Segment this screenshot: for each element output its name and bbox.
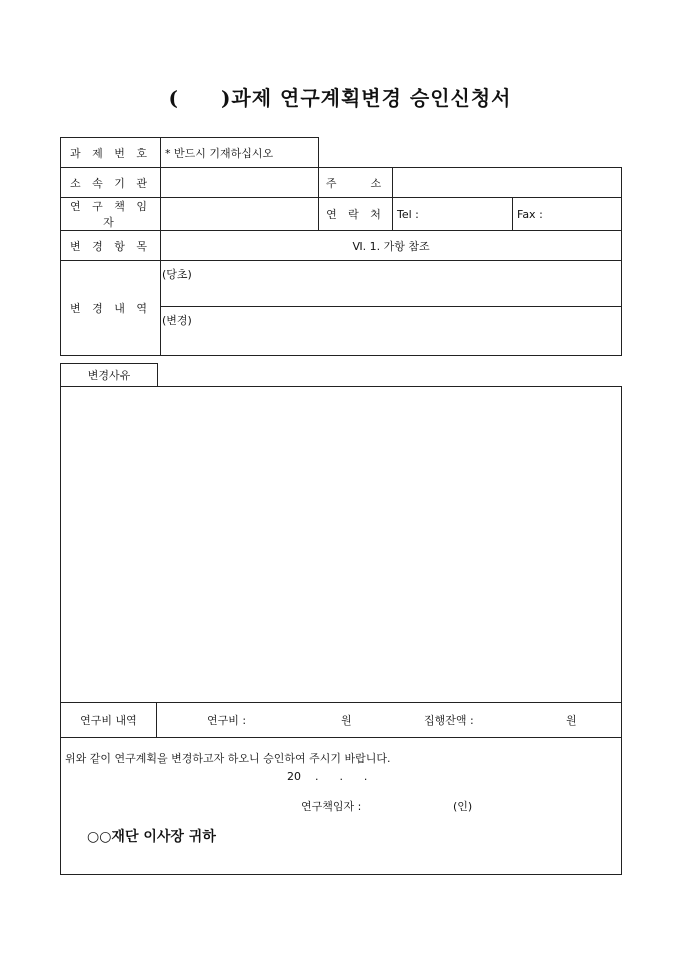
request-section [61,737,621,875]
change-item-value: Ⅵ. 1. 가항 참조 [161,231,622,261]
table-row [61,261,622,307]
reason-box [60,386,622,875]
tel-field[interactable]: Tel : [393,198,513,231]
original-label: (당초) [162,268,192,281]
info-table [60,137,622,356]
table-row [61,198,622,231]
document-title [0,82,680,111]
pi-sign-label: 연구책임자 : [301,800,362,813]
affiliation-field[interactable] [161,168,319,198]
request-statement: 위와 같이 연구계획을 변경하고자 하오니 승인하여 주시기 바랍니다. [65,752,391,765]
balance-label: 집행잔액 : [424,714,474,727]
balance-unit: 원 [566,714,577,727]
fax-field[interactable]: Fax : [513,198,622,231]
title-open-paren: ( [168,86,179,110]
contact-label: 연 락 처 [319,198,393,231]
budget-unit: 원 [341,714,352,727]
change-item-label: 변 경 항 목 [61,231,161,261]
budget-divider [156,703,157,738]
budget-label: 연구비 : [207,714,247,727]
empty-space [319,138,622,168]
recipient: ○○재단 이사장 귀하 [87,829,216,845]
pi-field[interactable] [161,198,319,231]
affiliation-label: 소 속 기 관 [61,168,161,198]
project-number-field[interactable]: * 반드시 기재하십시오 [161,138,319,168]
address-field[interactable] [393,168,622,198]
address-label: 주 소 [319,168,393,198]
changed-field[interactable] [161,307,622,356]
title-text: )과제 연구계획변경 승인신청서 [220,86,512,110]
project-number-label: 과 제 번 호 [61,138,161,168]
date-line[interactable]: 20 . . . [287,770,368,783]
table-row [61,138,622,168]
seal-label: (인) [453,800,473,813]
changed-label: (변경) [162,314,192,327]
table-row [61,231,622,261]
pi-label: 연 구 책 임 자 [61,198,161,231]
reason-text-area[interactable] [61,387,621,702]
budget-row [61,702,621,738]
original-field[interactable] [161,261,622,307]
table-row [61,168,622,198]
reason-tab: 변경사유 [60,363,158,387]
budget-row-label: 연구비 내역 [80,714,137,727]
change-detail-label: 변 경 내 역 [61,261,161,356]
